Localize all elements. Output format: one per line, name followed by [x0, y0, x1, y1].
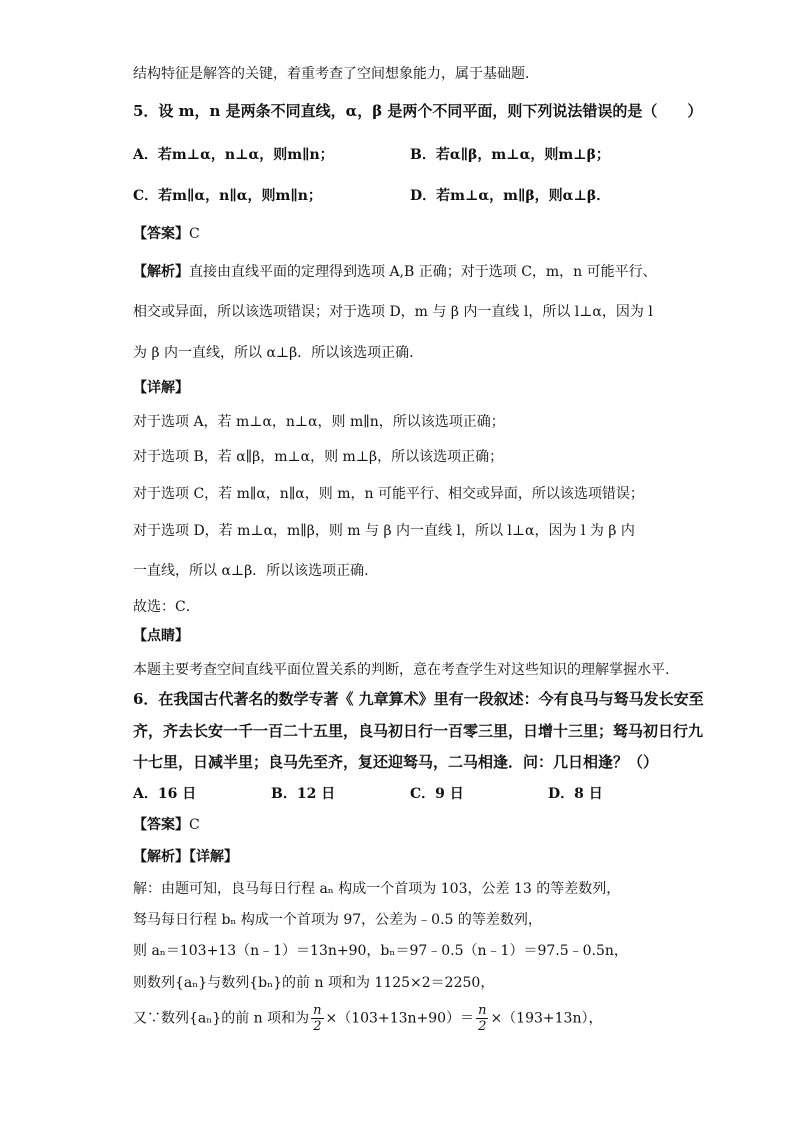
- fraction: [311, 1003, 323, 1034]
- answer-value: C: [189, 226, 200, 242]
- detail-5-line-5: 一直线，所以 α⊥β．所以该选项正确.: [133, 563, 369, 579]
- answer-6: [133, 815, 200, 835]
- question-5-option-d: D．若m⊥α，m∥β，则α⊥β．: [410, 188, 611, 204]
- text-line: 结构特征是解答的关键，着重考查了空间想象能力，属于基础题.: [133, 66, 530, 82]
- detail-5-line-3: 对于选项 C，若 m∥α，n∥α，则 m，n 可能平行、相交或异面，所以该选项错误；: [133, 486, 644, 502]
- note-5-text: 本题主要考查空间直线平面位置关系的判断，意在考查学生对这些知识的理解掌握水平.: [133, 662, 670, 678]
- note-5-tag: 【点睛】: [133, 628, 189, 644]
- analysis-6-line-1: 解：由题可知，良马每日行程 aₙ 构成一个首项为 103，公差 13 的等差数列，: [133, 881, 621, 897]
- detail-5-line-1: 对于选项 A，若 m⊥α，n⊥α，则 m∥n，所以该选项正确；: [133, 414, 505, 430]
- analysis-6-line-5: [133, 1003, 602, 1034]
- question-6-stem-line-3: 十七里，日减半里；良马先至齐，复还迎驽马，二马相逢．问：几日相逢？（）: [133, 753, 659, 771]
- detail-5-tag: 【详解】: [133, 380, 189, 396]
- fraction-denominator: 2: [478, 1019, 487, 1034]
- question-5-option-a: A．若m⊥α，n⊥α，则m∥n；: [133, 147, 334, 163]
- fraction-numerator: n: [313, 1003, 322, 1018]
- answer-value: C: [189, 817, 200, 833]
- detail-5-line-4: 对于选项 D，若 m⊥α，m∥β，则 m 与 β 内一直线 l，所以 l⊥α，因为 l 为 β 内: [133, 523, 635, 539]
- formula-part: ×（193+13n），: [490, 1010, 603, 1027]
- answer-tag: 【答案】: [133, 817, 189, 833]
- formula-part: ×（103+13n+90）＝: [325, 1010, 475, 1027]
- question-6-option-d: D．8 日: [548, 786, 603, 802]
- question-5-stem: 5．设 m，n 是两条不同直线，α，β 是两个不同平面，则下列说法错误的是（ ）: [133, 102, 703, 120]
- analysis-6-line-4: 则数列{aₙ}与数列{bₙ}的前 n 项和为 1125×2＝2250，: [133, 975, 495, 991]
- analysis-5-line-3: 为 β 内一直线，所以 α⊥β．所以该选项正确.: [133, 345, 414, 361]
- detail-5-line-2: 对于选项 B，若 α∥β，m⊥α，则 m⊥β，所以该选项正确；: [133, 449, 504, 465]
- analysis-text: 直接由直线平面的定理得到选项 A,B 正确；对于选项 C，m，n 可能平行、: [189, 264, 657, 280]
- fraction-numerator: n: [478, 1003, 487, 1018]
- analysis-5-line-2: 相交或异面，所以该选项错误；对于选项 D，m 与 β 内一直线 l，所以 l⊥α，因为 l: [133, 304, 653, 320]
- question-6-stem-line-1: 6．在我国古代著名的数学专著《 九章算术》里有一段叙述：今有良马与驽马发长安至: [133, 690, 704, 708]
- question-6-option-a: A．16 日: [133, 786, 197, 802]
- formula-part: 又∵数列{aₙ}的前 n 项和为: [133, 1010, 310, 1027]
- question-6-option-b: B．12 日: [271, 786, 336, 802]
- fraction-denominator: 2: [313, 1019, 322, 1034]
- conclusion-5: 故选：C．: [133, 599, 200, 615]
- answer-5: [133, 224, 200, 244]
- analysis-6-line-3: 则 aₙ＝103+13（n﹣1）＝13n+90，bₙ＝97﹣0.5（n﹣1）＝97.5﹣0.5n，: [133, 943, 628, 959]
- question-5-option-c: C．若m∥α，n∥α，则m∥n；: [133, 188, 322, 204]
- analysis-6-tag: 【解析】【详解】: [133, 849, 238, 865]
- analysis-tag: 【解析】: [133, 264, 189, 280]
- analysis-6-line-2: 驽马每日行程 bₙ 构成一个首项为 97，公差为﹣0.5 的等差数列，: [133, 912, 542, 928]
- question-6-option-c: C．9 日: [410, 786, 464, 802]
- analysis-5-line-1: [133, 262, 657, 282]
- answer-tag: 【答案】: [133, 226, 189, 242]
- question-6-stem-line-2: 齐，齐去长安一千一百二十五里，良马初日行一百零三里，日增十三里；驽马初日行九: [133, 722, 704, 740]
- question-5-option-b: B．若α∥β，m⊥α，则m⊥β；: [410, 147, 610, 163]
- fraction: [476, 1003, 488, 1034]
